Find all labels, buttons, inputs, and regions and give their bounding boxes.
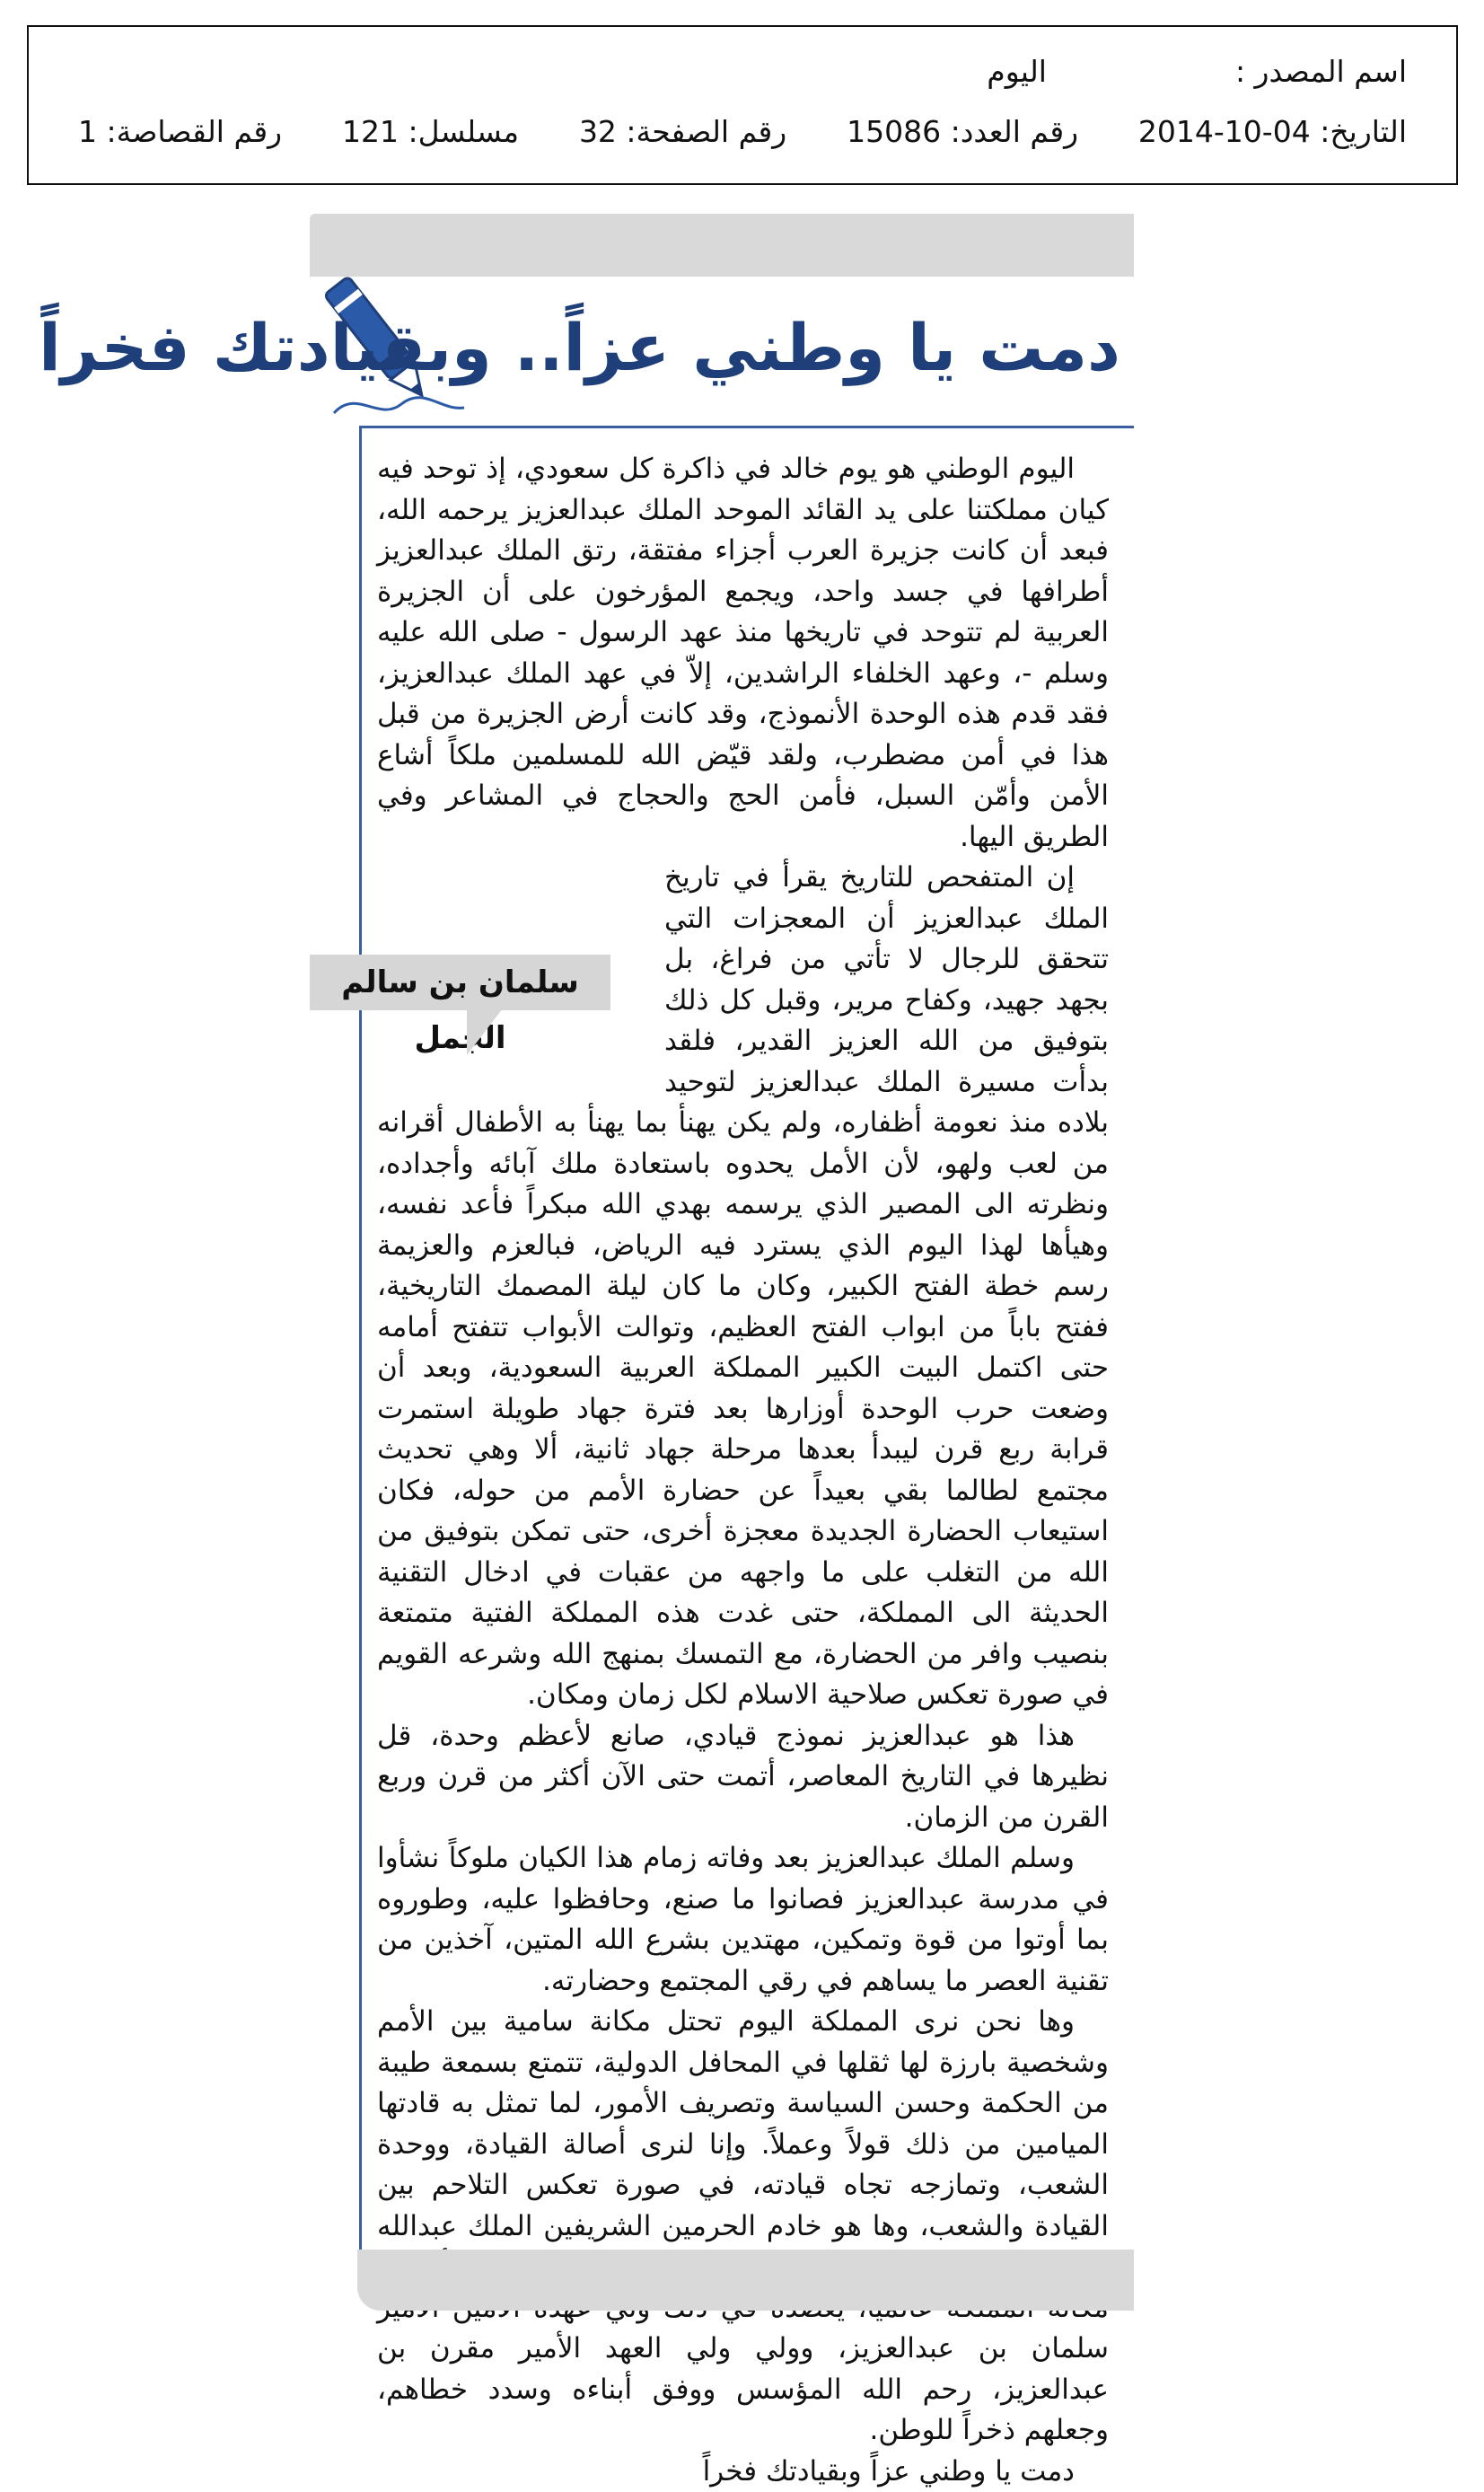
clipping-field: رقم القصاصة: 1	[78, 114, 282, 149]
paragraph-2: إن المتفحص للتاريخ يقرأ في تاريخ الملك عبدالعزيز أن المعجزات التي تتحقق للرجال لا تأتي من فراغ، بل بجهد جهيد، وكفاح مرير، وقبل كل ذلك بتوفيق من الله العزيز القدير، فلقد بدأت مسيرة الملك عبدالعزيز لتوحيد بلاده منذ نعومة أظفاره، ولم يكن يهنأ بما يهنأ به الأطفال أقرانه من لعب ولهو، لأن الأمل يحدوه باستعادة ملك آبائه وأجداده، ونظرته الى المصير الذي يرسمه بهدي الله مبكراً فأعد نفسه، وهيأها لهذا اليوم الذي يسترد فيه الرياض، فبالعزم والعزيمة رسم خطة الفتح الكبير، وكان ما كان ليلة المصمك التاريخية، ففتح باباً من ابواب الفتح العظيم، وتوالت الأبواب تتفتح أمامه حتى اكتمل البيت الكبير المملكة العربية السعودية، وبعد أن وضعت حرب الوحدة أوزارها بعد فترة جهاد طويلة استمرت قرابة ربع قرن ليبدأ بعدها مرحلة جهاد ثانية، ألا وهي تحديث مجتمع لطالما بقي بعيداً عن حضارة الأمم من حوله، فكان استيعاب الحضارة الجديدة معجزة أخرى، حتى تمكن بتوفيق من الله من التغلب على ما واجهه من عقبات في ادخال التقنية الحديثة الى المملكة، حتى غدت هذه المملكة الفتية متمتعة بنصيب وافر من الحضارة، مع التمسك بمنهج الله وشرعه القويم في صورة تعكس صلاحية الاسلام لكل زمان ومكان.	[377, 858, 1109, 1716]
author-name-box: سلمان بن سالم الجمل	[310, 955, 610, 1010]
paragraph-3: هذا هو عبدالعزيز نموذج قيادي، صانع لأعظم وحدة، قل نظيرها في التاريخ المعاصر، أتمت حتى الآن أكثر من قرن وربع القرن من الزمان.	[377, 1716, 1109, 1839]
issue-field: رقم العدد: 15086	[847, 114, 1078, 149]
serial-field: مسلسل: 121	[342, 114, 519, 149]
closing-line: دمت يا وطني عزاً وبقيادتك فخراً	[377, 2452, 1109, 2492]
source-value: اليوم	[987, 54, 1047, 89]
source-metadata-box	[27, 25, 1458, 185]
source-row	[987, 54, 1407, 89]
details-row	[78, 114, 1407, 149]
article-body	[377, 449, 1109, 2492]
page-field: رقم الصفحة: 32	[579, 114, 786, 149]
paragraph-5: وها نحن نرى المملكة اليوم تحتل مكانة سامية بين الأمم وشخصية بارزة لها ثقلها في المحافل الدولية، تتمتع بسمعة طيبة من الحكمة وحسن السياسة وتصريف الأمور، لما تمثل به قادتها الميامين من ذلك قولاً وعملاً. وإنا لنرى أصالة القيادة، ووحدة الشعب، وتمازجه تجاه قيادته، في صورة تعكس التلاحم بين القيادة والشعب، وها هو خادم الحرمين الشريفين الملك عبدالله سلمان بن عبدالعزيز، وولي ولي العهد الأمير مقرن بن عبدالعزيز، رحم الله المؤسس ووفق أبناءه وسدد خطاهم، وجعلهم ذخراً للوطن.	[377, 2002, 1109, 2452]
article-headline: دمت يا وطني عزاً.. وبقيادتك فخراً	[39, 310, 1120, 385]
source-label: اسم المصدر :	[1235, 54, 1407, 89]
date-field: التاريخ: 04-10-2014	[1138, 114, 1407, 149]
paragraph-4: وسلم الملك عبدالعزيز بعد وفاته زمام هذا الكيان ملوكاً نشأوا في مدرسة عبدالعزيز فصانوا ما صنع، وحافظوا عليه، وطوروه بما أوتوا من قوة وتمكين، مهتدين بشرع الله المتين، آخذين من تقنية العصر ما يساهم في رقي المجتمع وحضارته.	[377, 1838, 1109, 2002]
author-box-pointer	[467, 1008, 503, 1055]
paragraph-1: اليوم الوطني هو يوم خالد في ذاكرة كل سعودي، إذ توحد فيه كيان مملكتنا على يد القائد الموحد الملك عبدالعزيز يرحمه الله، فبعد أن كانت جزيرة العرب أجزاء مفتقة، رتق الملك عبدالعزيز أطرافها في جسد واحد، ويجمع المؤرخون على أن الجزيرة العربية لم تتوحد في تاريخها منذ عهد الرسول - صلى الله عليه وسلم -، وعهد الخلفاء الراشدين، إلاّ في عهد الملك عبدالعزيز، فقد قدم هذه الوحدة الأنموذج، وقد كانت أرض الجزيرة من قبل هذا في أمن مضطرب، ولقد قيّض الله للمسلمين ملكاً أشاع الأمن وأمّن السبل، فأمن الحج والحجاج في المشاعر وفي الطريق اليها.	[377, 449, 1109, 858]
bottom-decorative-band	[357, 2250, 1134, 2311]
